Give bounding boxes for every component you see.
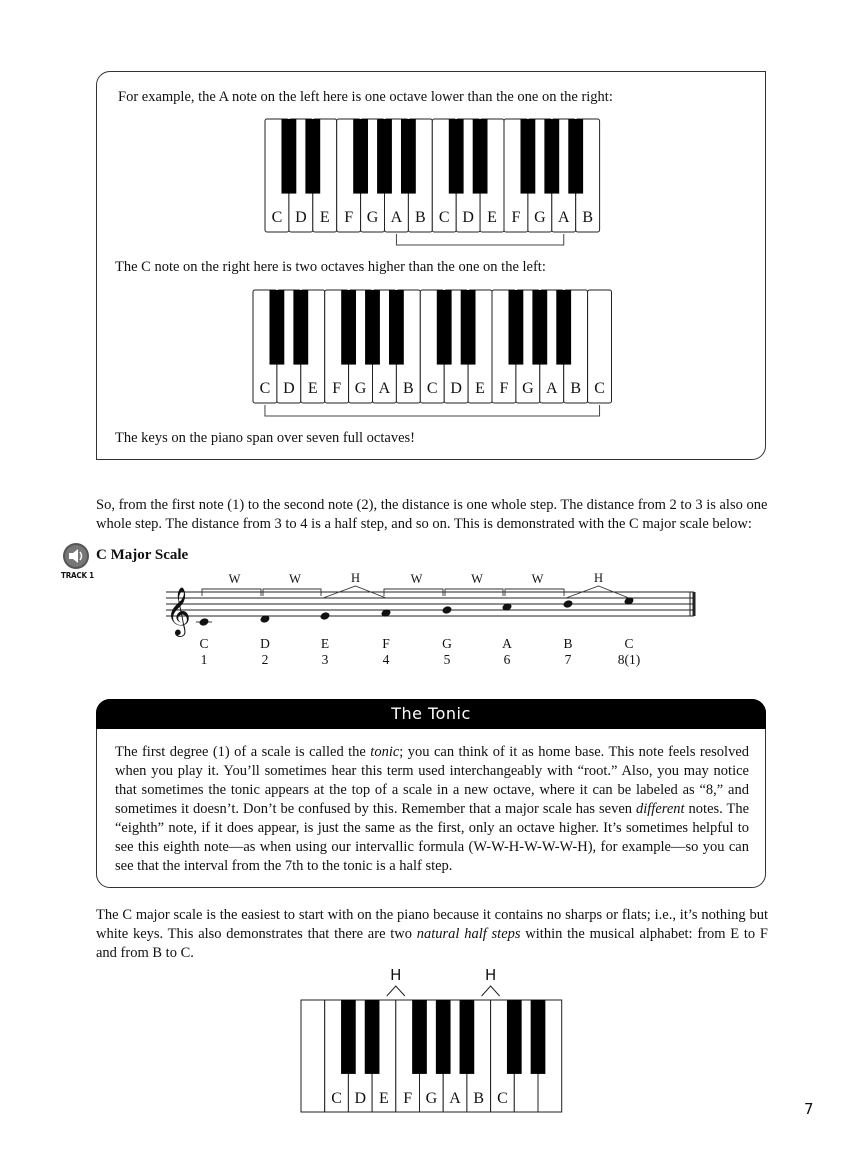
black-key	[353, 119, 368, 194]
black-key	[461, 290, 476, 365]
scale-degree: 6	[503, 652, 511, 667]
scale-degree: 5	[443, 652, 451, 667]
paragraph-line	[115, 838, 749, 857]
note-head	[442, 605, 453, 615]
key-label: C	[438, 209, 450, 226]
text-run: within the musical alphabet: from E to F	[520, 926, 768, 942]
black-key	[532, 290, 547, 365]
black-key	[544, 119, 559, 194]
note-name: C	[624, 636, 634, 651]
key-label: A	[378, 380, 391, 397]
text-run: and from B to C.	[96, 945, 194, 961]
scale-degree: 2	[261, 652, 269, 667]
note-head	[320, 611, 331, 621]
black-key	[568, 119, 583, 194]
step-label: H	[593, 571, 604, 585]
black-key	[269, 290, 284, 365]
key-label: F	[403, 1090, 413, 1107]
black-key	[520, 119, 535, 194]
paragraph-line	[115, 743, 749, 762]
black-key	[365, 290, 380, 365]
note-name: G	[442, 636, 452, 651]
paragraph-line	[115, 857, 749, 876]
emphasis-text: different	[636, 801, 685, 817]
black-key	[436, 1000, 451, 1074]
key-label: D	[450, 380, 462, 397]
key-label: C	[497, 1090, 508, 1107]
black-key	[508, 290, 523, 365]
paragraph-line	[115, 800, 749, 819]
scale-degree: 8(1)	[617, 652, 641, 667]
note-name: D	[260, 636, 270, 651]
whole-step-bracket	[202, 589, 261, 596]
key-label: F	[344, 209, 354, 226]
natural-half-steps-paragraph	[96, 906, 768, 963]
text-run: when you play it. You’ll sometimes hear this term used interchangeably with “root.” Also, you may notice	[115, 763, 749, 779]
keyboard-half-steps	[300, 965, 566, 1117]
text-run: white keys. This also demonstrates that there are two	[96, 926, 417, 942]
intro-line-2: whole step. The distance from 3 to 4 is a half step, and so on. This is demonstrated with the C major scale below:	[96, 516, 752, 532]
key-label: E	[475, 380, 485, 397]
note-head	[563, 599, 574, 609]
half-step-label: H	[484, 966, 497, 984]
black-key	[460, 1000, 475, 1074]
key-label: D	[283, 380, 295, 397]
whole-step-bracket	[384, 589, 443, 596]
step-label: W	[289, 572, 301, 586]
text-run: The C major scale is the easiest to start with on the piano because it contains no sharps or flats; i.e., it’s nothing but	[96, 907, 768, 923]
black-key	[341, 1000, 356, 1074]
text-run: see that the interval from the 7th to the tonic is a half step.	[115, 858, 453, 874]
key-label: E	[487, 209, 497, 226]
paragraph-line	[115, 762, 749, 781]
key-label: G	[534, 209, 546, 226]
emphasis-text: natural half steps	[416, 926, 521, 942]
text-run: The first degree (1) of a scale is called the	[115, 744, 371, 760]
paragraph-line	[96, 925, 768, 944]
key-label: A	[390, 209, 403, 226]
key-label: G	[366, 209, 379, 226]
keyboard-two-octaves	[252, 289, 614, 419]
black-key	[556, 290, 571, 365]
key-label: F	[499, 380, 509, 397]
key-label: G	[354, 380, 367, 397]
black-key	[473, 119, 488, 194]
black-key	[531, 1000, 546, 1074]
step-label: W	[228, 572, 241, 586]
text-run: “eighth” note, if it does appear, is just the same as the first, only an octave higher. It’s sometimes helpful to	[115, 820, 749, 836]
key-label: F	[332, 380, 342, 397]
whole-step-bracket	[505, 589, 564, 596]
black-key	[412, 1000, 427, 1074]
emphasis-text: tonic	[370, 744, 400, 760]
key-label: B	[415, 209, 426, 226]
black-key	[365, 1000, 380, 1074]
tonic-header: The Tonic	[96, 699, 766, 729]
treble-clef-icon: 𝄞	[166, 586, 191, 635]
intro-line-1: So, from the first note (1) to the second note (2), the distance is one whole step. The distance from 2 to 3 is also one	[96, 497, 768, 513]
note-name: A	[502, 636, 512, 651]
page-number: 7	[804, 1100, 814, 1118]
black-key	[437, 290, 452, 365]
whole-step-bracket	[263, 589, 321, 596]
step-label: W	[410, 572, 423, 586]
scale-degree: 4	[382, 652, 390, 667]
text-run: notes. The	[684, 801, 750, 817]
text-run: that sometimes the tonic appears at the top of a scale in a new octave, where it can be labeled as “8,” and	[115, 782, 749, 798]
half-step-caret	[482, 986, 500, 996]
two-octave-bracket	[265, 405, 600, 416]
octave-bracket	[396, 234, 563, 245]
key-label: D	[295, 209, 307, 226]
key-label: B	[473, 1090, 485, 1107]
key-label: G	[425, 1090, 438, 1107]
tonic-paragraph	[115, 743, 749, 876]
text-run: ; you can think of it as home base. This note feels resolved	[399, 744, 750, 760]
black-key	[293, 290, 308, 365]
key-label: D	[462, 209, 474, 226]
paragraph-line	[96, 906, 768, 925]
key-label: E	[307, 380, 318, 397]
octave-example-text-1: For example, the A note on the left here is one octave lower than the one on the right:	[118, 89, 613, 105]
note-name: E	[320, 636, 330, 651]
key-label: C	[331, 1090, 342, 1107]
key-label: B	[403, 380, 414, 397]
key-label: A	[557, 209, 570, 226]
paragraph-line	[96, 944, 768, 963]
note-name: F	[382, 636, 390, 651]
step-label: W	[531, 572, 544, 586]
paragraph-line	[115, 781, 749, 800]
black-key	[449, 119, 464, 194]
keyboard-one-octave	[264, 118, 604, 248]
step-label: H	[350, 571, 361, 585]
key-label: B	[570, 380, 581, 397]
key-label: B	[582, 209, 593, 226]
black-key	[401, 119, 416, 194]
note-head	[199, 617, 210, 627]
black-key	[389, 290, 404, 365]
paragraph-line	[115, 819, 749, 838]
key-label: E	[379, 1090, 389, 1107]
black-key	[507, 1000, 522, 1074]
scale-degree: 3	[321, 652, 329, 667]
black-key	[341, 290, 356, 365]
octave-example-text-3: The keys on the piano span over seven full octaves!	[115, 430, 415, 446]
key-label: C	[271, 209, 283, 226]
white-key	[301, 1000, 325, 1112]
key-label: A	[545, 380, 558, 397]
black-key	[377, 119, 392, 194]
black-key	[281, 119, 296, 194]
half-step-caret	[387, 986, 405, 996]
whole-step-bracket	[445, 589, 503, 596]
scale-title: C Major Scale	[96, 547, 189, 563]
key-label: D	[354, 1090, 367, 1107]
note-name: C	[199, 636, 209, 651]
note-name: B	[563, 636, 573, 651]
text-run: sometimes it doesn’t. Don’t be confused by this. Remember that a major scale has seven	[115, 801, 636, 817]
half-step-label: H	[390, 966, 402, 984]
key-label: F	[511, 209, 521, 226]
octave-example-text-2: The C note on the right here is two octaves higher than the one on the left:	[115, 259, 546, 275]
key-label: G	[522, 380, 534, 397]
key-label: C	[426, 380, 438, 397]
black-key	[305, 119, 320, 194]
c-major-scale-staff	[160, 568, 705, 678]
key-label: C	[259, 380, 271, 397]
step-label: W	[471, 572, 483, 586]
key-label: C	[594, 380, 605, 397]
scale-degree: 1	[200, 652, 208, 667]
scale-degree: 7	[564, 652, 572, 667]
text-run: see this eighth note—as when using our intervallic formula (W-W-H-W-W-W-H), for example—so you can	[115, 839, 749, 855]
track-label: TRACK 1	[61, 571, 94, 580]
key-label: E	[319, 209, 330, 226]
key-label: A	[449, 1090, 461, 1107]
